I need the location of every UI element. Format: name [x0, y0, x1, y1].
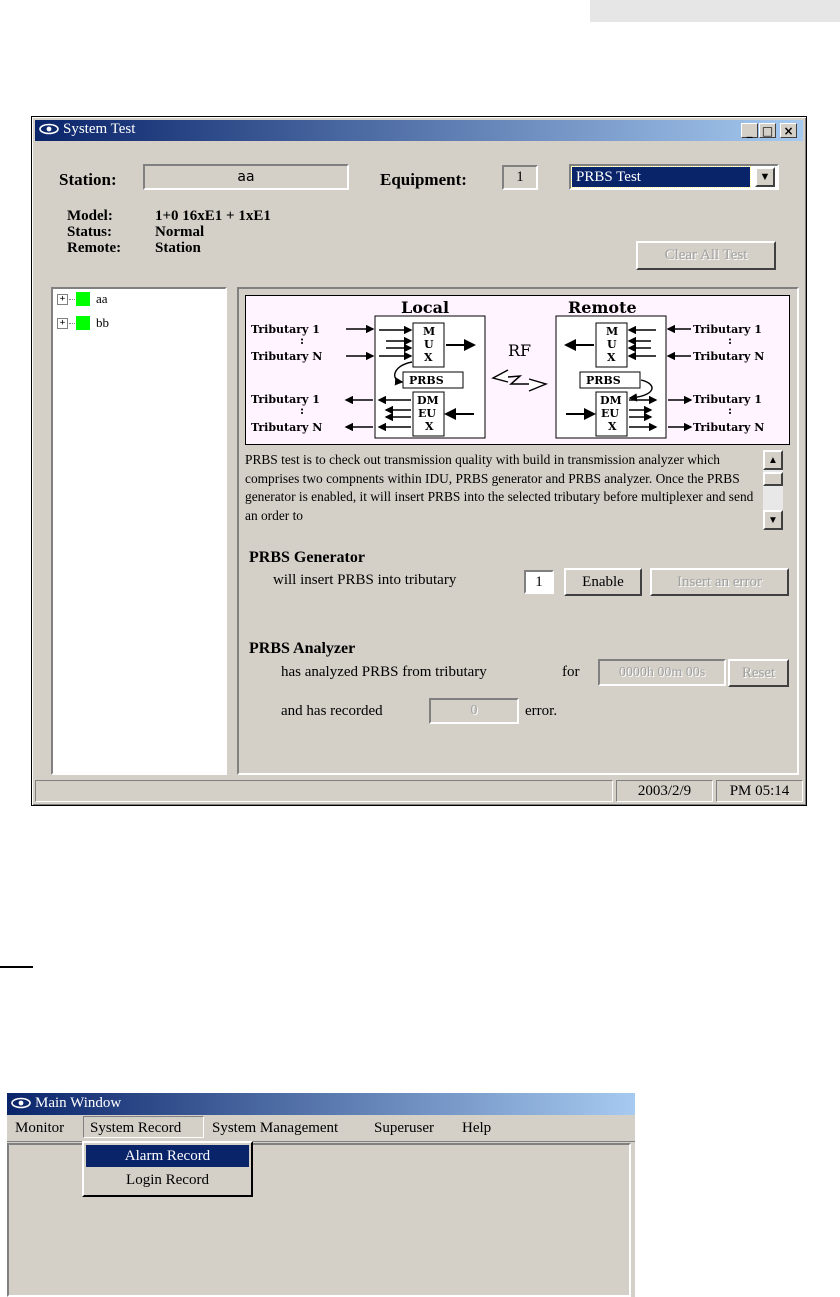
diagram-local-trib1-in: Tributary 1	[251, 323, 320, 336]
arrow-down-icon[interactable]: ▼	[763, 510, 783, 530]
analyzer-time-value: 0000h 00m 00s	[618, 664, 706, 680]
tree-node[interactable]	[57, 291, 108, 307]
diagram-remote-tribN-out: Tributary N	[693, 421, 765, 434]
tree-node-label: bb	[96, 315, 109, 330]
error-count-field	[429, 698, 519, 724]
title-bar[interactable]	[35, 120, 803, 141]
diagram-mux-u: U	[607, 338, 617, 351]
test-panel	[237, 287, 799, 775]
status-value: Normal	[155, 224, 205, 240]
diagram-demux-x: X	[608, 420, 617, 433]
remote-value: Station	[155, 240, 201, 256]
equipment-label: Equipment:	[380, 170, 467, 189]
menu-system-record-label: System Record	[90, 1120, 182, 1136]
page-header-bar	[590, 0, 840, 22]
diagram-mux-m: M	[423, 325, 436, 338]
system-test-window	[31, 116, 807, 806]
generator-tributary-value: 1	[535, 573, 543, 590]
diagram-colon: :	[300, 404, 305, 417]
dropdown-item-login-record[interactable]	[86, 1169, 249, 1191]
menu-bar	[7, 1115, 635, 1142]
station-tree	[51, 287, 227, 775]
window-title: System Test	[63, 121, 136, 137]
diagram-demux-x: X	[425, 420, 434, 433]
status-square-icon	[76, 316, 90, 330]
diagram-demux-eu: EU	[601, 407, 619, 420]
prbs-analyzer-text: has analyzed PRBS from tributary	[281, 664, 487, 680]
prbs-diagram-svg	[246, 296, 790, 445]
diagram-remote-trib1-out: Tributary 1	[693, 393, 762, 406]
diagram-mux-x: X	[607, 351, 616, 364]
diagram-local-prbs: PRBS	[409, 374, 444, 387]
diagram-remote-prbs: PRBS	[586, 374, 621, 387]
diagram-remote-tribN-in: Tributary N	[693, 350, 765, 363]
eye-icon	[10, 1096, 32, 1115]
test-type-selected	[572, 167, 750, 187]
status-bar-date	[616, 780, 713, 802]
station-value: aa	[237, 169, 255, 185]
status-bar-main	[35, 780, 613, 802]
remote-label: Remote:	[67, 240, 122, 256]
main-window	[7, 1093, 635, 1297]
status-time: PM 05:14	[729, 782, 790, 799]
test-type-value: PRBS Test	[576, 169, 641, 185]
reset-button[interactable]: Reset	[728, 659, 789, 687]
station-field	[143, 164, 349, 190]
menu-monitor[interactable]: Monitor	[15, 1120, 65, 1136]
scroll-thumb[interactable]	[763, 472, 783, 486]
prbs-analyzer-for: for	[562, 664, 580, 680]
error-text: error.	[525, 703, 558, 719]
diagram-colon: :	[728, 334, 733, 347]
equipment-field	[502, 165, 538, 190]
title-bar[interactable]	[7, 1093, 635, 1115]
generator-tributary-input[interactable]	[524, 570, 554, 594]
diagram-rf-label: RF	[508, 341, 532, 360]
enable-button[interactable]: Enable	[564, 568, 642, 596]
dropdown-item-label: Login Record	[126, 1172, 209, 1188]
tree-node-label: aa	[96, 291, 108, 306]
close-icon[interactable]: ×	[780, 123, 797, 138]
diagram-local-tribN-in: Tributary N	[251, 350, 323, 363]
diagram-local-trib1-out: Tributary 1	[251, 393, 320, 406]
window-title: Main Window	[35, 1095, 122, 1111]
diagram-demux-dm: DM	[417, 394, 439, 407]
dropdown-item-label: Alarm Record	[124, 1148, 211, 1164]
maximize-icon[interactable]: □	[759, 123, 776, 138]
error-count-value: 0	[470, 703, 478, 718]
tree-node[interactable]	[57, 315, 109, 331]
divider-mark	[0, 966, 33, 968]
diagram-mux-m: M	[606, 325, 619, 338]
arrow-up-icon[interactable]: ▲	[763, 450, 783, 470]
station-label: Station:	[59, 170, 117, 189]
diagram-colon: :	[300, 334, 305, 347]
diagram-demux-dm: DM	[600, 394, 622, 407]
diagram-mux-u: U	[424, 338, 434, 351]
diagram-local-label: Local	[401, 298, 450, 317]
expand-icon[interactable]: +	[57, 294, 68, 305]
chevron-down-icon[interactable]: ▼	[755, 167, 775, 187]
equipment-value: 1	[516, 169, 524, 185]
diagram-remote-label: Remote	[568, 298, 637, 317]
prbs-diagram	[245, 295, 790, 445]
diagram-demux-eu: EU	[418, 407, 436, 420]
status-label: Status:	[67, 224, 113, 240]
equipment-info	[67, 208, 271, 256]
model-value: 1+0 16xE1 + 1xE1	[155, 208, 271, 224]
prbs-analyzer-title: PRBS Analyzer	[249, 640, 356, 657]
clear-all-test-button[interactable]: Clear All Test	[636, 241, 776, 270]
status-square-icon	[76, 292, 90, 306]
description-scrollbar[interactable]	[763, 450, 783, 530]
test-type-select[interactable]	[569, 164, 779, 190]
diagram-local-tribN-out: Tributary N	[251, 421, 323, 434]
minimize-icon[interactable]: _	[741, 123, 758, 138]
menu-superuser[interactable]: Superuser	[374, 1120, 434, 1136]
test-description: PRBS test is to check out transmission quality with build in transmission analyzer which comprises two compnents within IDU, PRBS generator and PRBS analyzer. Once the PRBS generator is enabled, it will insert PRBS into the selected tributary before multiplexer and send an order to	[245, 452, 754, 523]
menu-system-record[interactable]	[83, 1116, 204, 1138]
menu-help[interactable]: Help	[462, 1120, 492, 1136]
status-bar-time	[716, 780, 803, 802]
model-label: Model:	[67, 208, 113, 224]
dropdown-item-alarm-record[interactable]	[86, 1145, 249, 1167]
diagram-remote-trib1-in: Tributary 1	[693, 323, 762, 336]
prbs-generator-title: PRBS Generator	[249, 549, 365, 566]
analyzer-time-field	[598, 659, 726, 686]
status-date: 2003/2/9	[637, 782, 692, 799]
eye-icon	[38, 122, 60, 141]
system-record-dropdown	[82, 1141, 253, 1197]
diagram-colon: :	[728, 404, 733, 417]
expand-icon[interactable]: +	[57, 318, 68, 329]
diagram-mux-x: X	[424, 351, 433, 364]
prbs-generator-text: will insert PRBS into tributary	[273, 572, 457, 588]
insert-error-button[interactable]: Insert an error	[650, 568, 789, 596]
recorded-text: and has recorded	[281, 703, 383, 719]
menu-system-management[interactable]: System Management	[212, 1120, 339, 1136]
